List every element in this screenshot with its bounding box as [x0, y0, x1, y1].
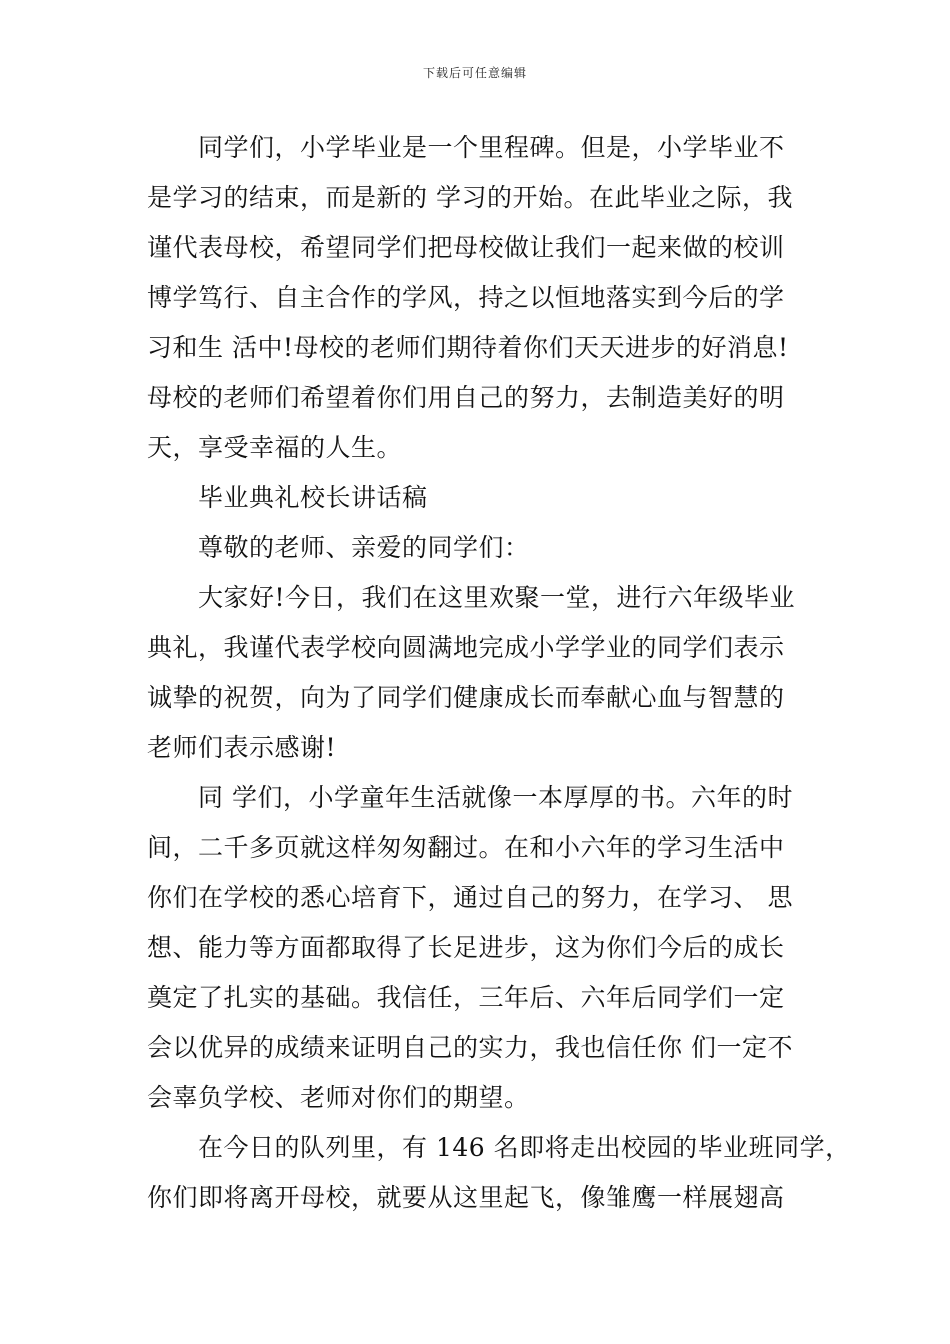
text-line: 天，享受幸福的人生。	[147, 433, 403, 462]
text-line: 会以优异的成绩来证明自己的实力，我也信任你 们一定不	[147, 1033, 793, 1062]
text-line: 大家好!今日，我们在这里欢聚一堂，进行六年级毕业	[147, 583, 796, 612]
text-line: 你们即将离开母校，就要从这里起飞，像雏鹰一样展翅高	[147, 1183, 785, 1212]
text-line: 母校的老师们希望着你们用自己的努力，去制造美好的明	[147, 383, 785, 412]
text-line: 间，二千多页就这样匆匆翻过。在和小六年的学习生活中	[147, 833, 785, 862]
text-line: 在今日的队列里，有 146 名即将走出校园的毕业班同学，	[147, 1133, 851, 1162]
text-line: 是学习的结束，而是新的 学习的开始。在此毕业之际，我	[147, 183, 793, 212]
text-line: 老师们表示感谢!	[147, 733, 337, 762]
text-line: 典礼，我谨代表学校向圆满地完成小学学业的同学们表示	[147, 633, 785, 662]
section-title: 毕业典礼校长讲话稿	[147, 483, 428, 512]
text-line: 想、能力等方面都取得了长足进步，这为你们今后的成长	[147, 933, 785, 962]
text-line: 奠定了扎实的基础。我信任，三年后、六年后同学们一定	[147, 983, 785, 1012]
text-line: 同学们，小学毕业是一个里程碑。但是，小学毕业不	[147, 133, 785, 162]
text-line: 同 学们，小学童年生活就像一本厚厚的书。六年的时	[147, 783, 793, 812]
text-line: 会辜负学校、老师对你们的期望。	[147, 1083, 530, 1112]
text-line: 你们在学校的悉心培育下，通过自己的努力，在学习、 思	[147, 883, 793, 912]
text-line: 诚挚的祝贺，向为了同学们健康成长而奉献心血与智慧的	[147, 683, 785, 712]
text-line: 习和生 活中!母校的老师们期待着你们天天进步的好消息!	[147, 333, 789, 362]
text-line: 谨代表母校，希望同学们把母校做让我们一起来做的校训	[147, 233, 785, 262]
text-line: 博学笃行、自主合作的学风，持之以恒地落实到今后的学	[147, 283, 785, 312]
page-header: 下载后可任意编辑	[422, 66, 527, 80]
salutation: 尊敬的老师、亲爱的同学们：	[147, 533, 530, 562]
